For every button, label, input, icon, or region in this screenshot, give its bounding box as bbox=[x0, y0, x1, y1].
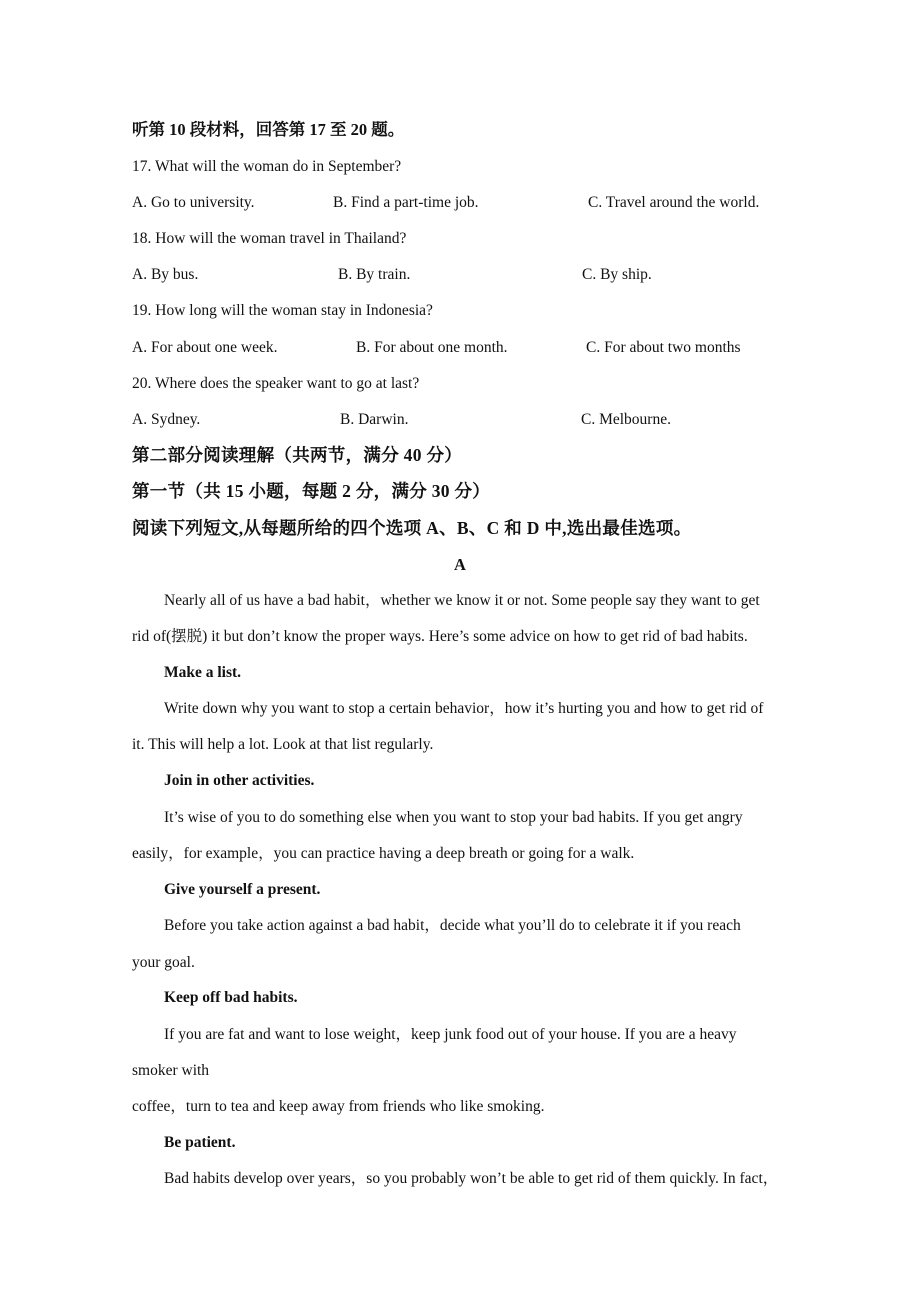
question-20-option-b: B. Darwin. bbox=[340, 411, 409, 428]
question-20-stem: 20. Where does the speaker want to go at last? bbox=[132, 375, 420, 392]
question-17-stem: 17. What will the woman do in September? bbox=[132, 158, 402, 175]
subheading-give-present: Give yourself a present. bbox=[164, 881, 321, 898]
subheading-keep-off: Keep off bad habits. bbox=[164, 989, 298, 1006]
passage-label: A bbox=[454, 555, 466, 574]
subheading-be-patient: Be patient. bbox=[164, 1134, 236, 1151]
passage-line: Write down why you want to stop a certain behavior，how it’s hurting you and how to get rid of bbox=[164, 700, 764, 717]
reading-instructions: 阅读下列短文,从每题所给的四个选项 A、B、C 和 D 中,选出最佳选项。 bbox=[132, 518, 692, 538]
question-19-stem: 19. How long will the woman stay in Indonesia? bbox=[132, 302, 433, 319]
question-20-option-a: A. Sydney. bbox=[132, 411, 201, 428]
question-18-option-c: C. By ship. bbox=[582, 266, 652, 283]
passage-line: Nearly all of us have a bad habit，whether we know it or not. Some people say they want to get bbox=[164, 592, 760, 609]
passage-line: Before you take action against a bad habit，decide what you’ll do to celebrate it if you reach bbox=[164, 917, 741, 934]
question-17-option-b: B. Find a part-time job. bbox=[333, 194, 479, 211]
question-18-stem: 18. How will the woman travel in Thailand? bbox=[132, 230, 407, 247]
question-19-option-c: C. For about two months bbox=[586, 339, 741, 356]
passage-line: coffee，turn to tea and keep away from friends who like smoking. bbox=[132, 1098, 545, 1115]
question-19-option-b: B. For about one month. bbox=[356, 339, 508, 356]
passage-line: rid of(摆脱) it but don’t know the proper ways. Here’s some advice on how to get rid of bad habits. bbox=[132, 628, 748, 645]
section-one-title: 第一节（共 15 小题，每题 2 分，满分 30 分） bbox=[132, 481, 491, 501]
question-18-option-b: B. By train. bbox=[338, 266, 411, 283]
question-17-option-a: A. Go to university. bbox=[132, 194, 255, 211]
listening-section-header: 听第 10 段材料，回答第 17 至 20 题。 bbox=[132, 120, 405, 139]
part-two-title: 第二部分阅读理解（共两节，满分 40 分） bbox=[132, 445, 463, 465]
passage-line: smoker with bbox=[132, 1062, 210, 1079]
subheading-make-a-list: Make a list. bbox=[164, 664, 242, 681]
question-20-option-c: C. Melbourne. bbox=[581, 411, 671, 428]
question-18-option-a: A. By bus. bbox=[132, 266, 199, 283]
subheading-join-activities: Join in other activities. bbox=[164, 772, 315, 789]
passage-line: easily，for example，you can practice having a deep breath or going for a walk. bbox=[132, 845, 635, 862]
passage-line: Bad habits develop over years，so you probably won’t be able to get rid of them quickly. In fact， bbox=[164, 1170, 779, 1187]
passage-line: If you are fat and want to lose weight，keep junk food out of your house. If you are a heavy bbox=[164, 1026, 737, 1043]
question-19-option-a: A. For about one week. bbox=[132, 339, 278, 356]
passage-line: It’s wise of you to do something else when you want to stop your bad habits. If you get angry bbox=[164, 809, 743, 826]
question-17-option-c: C. Travel around the world. bbox=[588, 194, 760, 211]
passage-line: it. This will help a lot. Look at that list regularly. bbox=[132, 736, 434, 753]
passage-line: your goal. bbox=[132, 954, 195, 971]
